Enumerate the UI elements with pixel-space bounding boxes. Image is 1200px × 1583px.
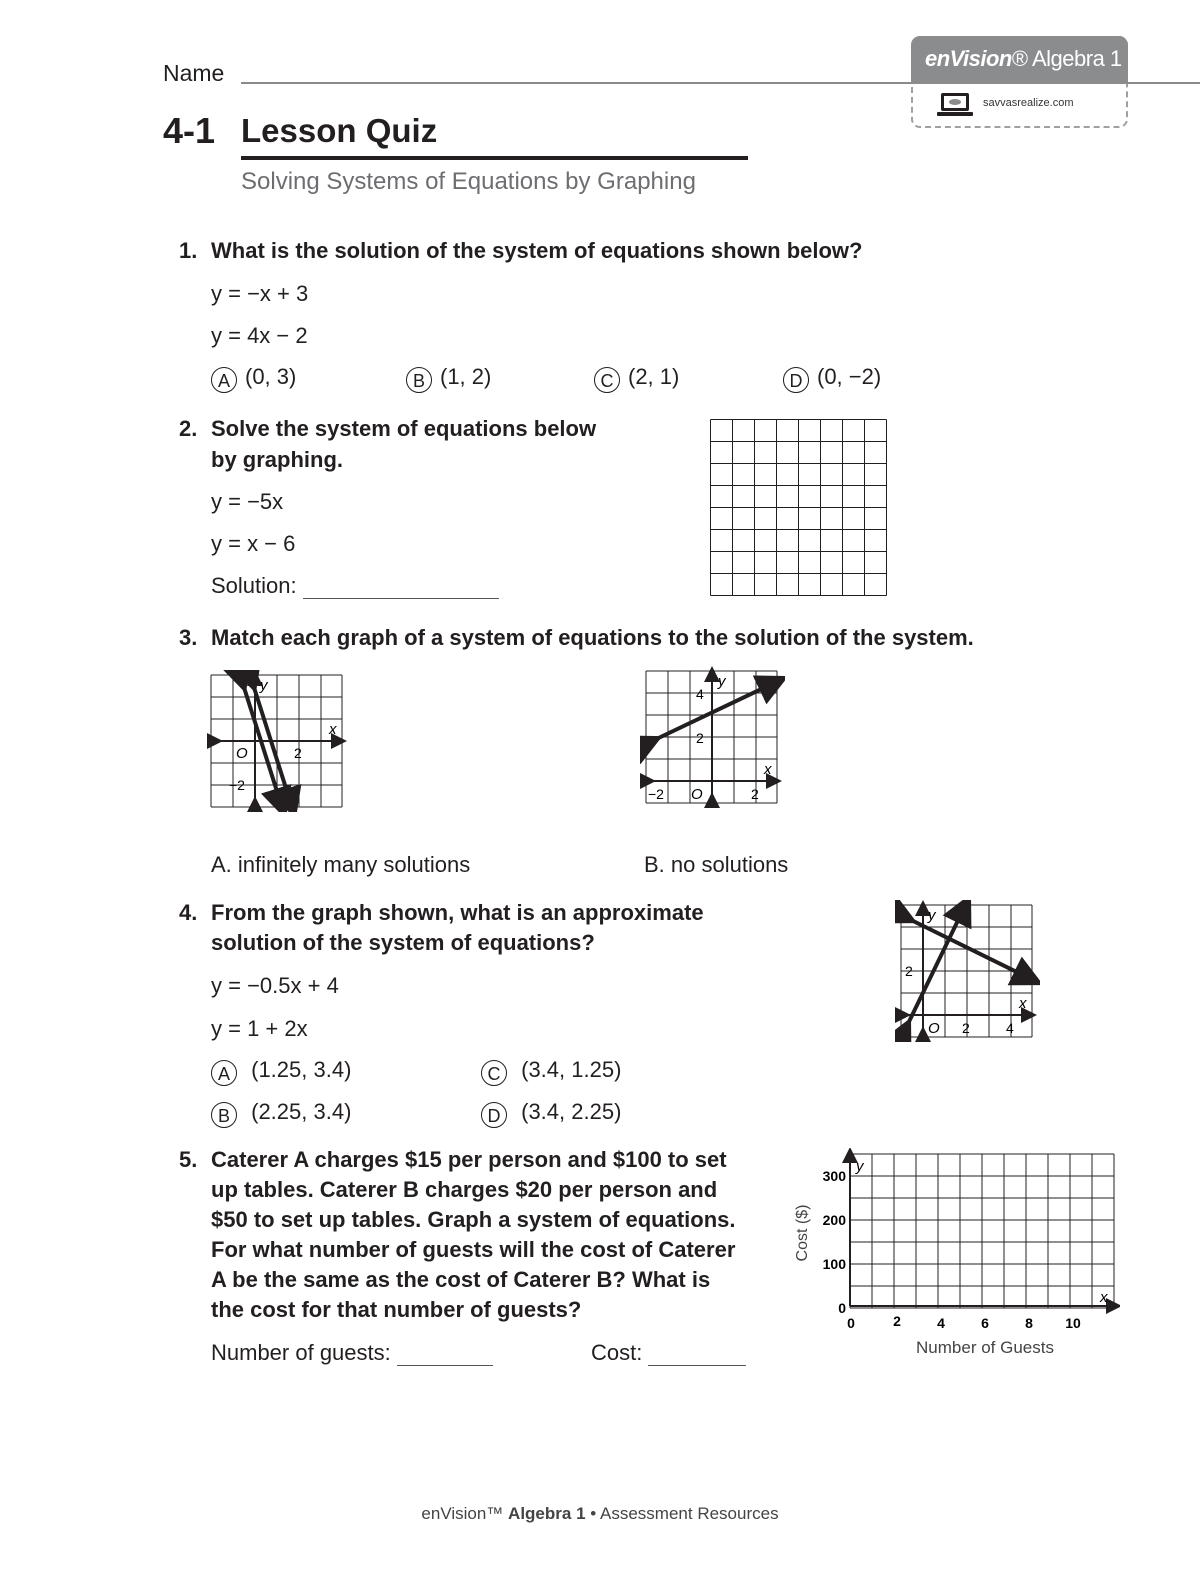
q3-number: 3. (179, 625, 198, 650)
q1-choice-d[interactable]: D (0, −2) (783, 364, 881, 393)
q3-g2-x-label: x (764, 761, 772, 778)
q2-text-line-2: by graphing. (211, 447, 343, 472)
q4-choice-d[interactable]: D (3.4, 2.25) (481, 1099, 621, 1128)
q2-equation-1: y = −5x (211, 489, 284, 514)
lesson-title: Lesson Quiz (241, 112, 438, 149)
brand-logo: enVision® Algebra 1 (911, 36, 1128, 84)
q5-graph[interactable] (790, 1148, 1120, 1363)
q5-y-tick-100: 100 (822, 1256, 846, 1272)
footer-product: Algebra 1 (508, 1504, 586, 1523)
footer (0, 1504, 1200, 1524)
q5-text-line-2: up tables. Caterer B charges $20 per person and (211, 1177, 718, 1202)
q3-g2-tick-x2: 2 (751, 786, 759, 802)
q5-number: 5. (179, 1147, 198, 1172)
q5-text-line-6: the cost for that number of guests? (211, 1297, 582, 1322)
q3-g2-y-label: y (718, 673, 726, 690)
q3-text: Match each graph of a system of equations to the solution of the system. (211, 625, 974, 650)
q4-g-origin: O (928, 1020, 940, 1037)
q5-guests: Number of guests: (211, 1340, 493, 1366)
q3-g1-tick-x: 2 (294, 745, 302, 761)
q5-y-tick-300: 300 (822, 1168, 846, 1184)
brand-prefix: enVision (925, 46, 1012, 71)
subtitle: Solving Systems of Equations by Graphing (241, 168, 696, 195)
q4-number: 4. (179, 900, 198, 925)
q3-g2-origin: O (691, 786, 703, 803)
q5-x-tick-2: 2 (893, 1313, 901, 1329)
q4-equation-2: y = 1 + 2x (211, 1016, 308, 1041)
q3-option-a[interactable]: A. infinitely many solutions (211, 852, 471, 877)
q5-grid-lines (850, 1154, 1114, 1308)
q4-choice-c[interactable]: C (3.4, 1.25) (481, 1057, 621, 1086)
q1-text: What is the solution of the system of equations shown below? (211, 238, 863, 263)
q5-x-tick-6: 6 (981, 1315, 989, 1331)
q5-x-tick-8: 8 (1025, 1315, 1033, 1331)
footer-bullet: • (590, 1504, 597, 1523)
title-rule (241, 156, 748, 160)
q5-y-tick-200: 200 (822, 1212, 846, 1228)
q2-number: 2. (179, 416, 198, 441)
q5-y-label: y (856, 1158, 864, 1175)
q4-g-y-label: y (928, 907, 936, 924)
laptop-icon (936, 92, 974, 118)
q2-text-line-1: Solve the system of equations below (211, 416, 597, 441)
q5-x-tick-10: 10 (1065, 1315, 1081, 1331)
website-text: savvasrealize.com (983, 97, 1074, 109)
q5-x-label: x (1100, 1289, 1108, 1306)
q4-text-line-2: solution of the system of equations? (211, 930, 595, 955)
q5-y-axis-title: Cost ($) (794, 1204, 811, 1262)
name-label: Name (163, 60, 225, 86)
q3-graph-2 (640, 666, 785, 808)
q3-g2-tick-y2: 2 (696, 730, 704, 746)
q4-g-tick-y2: 2 (905, 963, 913, 979)
q5-guests-blank[interactable] (397, 1343, 493, 1366)
q3-g1-tick-y: −2 (229, 777, 245, 793)
q1-equation-1: y = −x + 3 (211, 281, 309, 306)
q5-x-axis-title: Number of Guests (916, 1338, 1054, 1357)
q2-solution: Solution: (211, 573, 499, 599)
q1-equation-2: y = 4x − 2 (211, 323, 308, 348)
brand-suffix: Algebra 1 (1031, 46, 1122, 71)
q2-equation-2: y = x − 6 (211, 531, 296, 556)
q4-g-tick-x4: 4 (1006, 1020, 1014, 1036)
q5-cost: Cost: (591, 1340, 746, 1366)
q3-g1-origin: O (236, 745, 248, 762)
q2-solution-blank[interactable] (303, 576, 499, 599)
q5-cost-blank[interactable] (648, 1343, 746, 1366)
lesson-number: 4-1 (163, 110, 216, 151)
q1-number: 1. (179, 238, 198, 263)
q5-text-line-4: For what number of guests will the cost of Caterer (211, 1237, 736, 1262)
q3-g1-y-label: y (260, 677, 268, 694)
q1-choice-b[interactable]: B (1, 2) (406, 364, 491, 393)
q5-text-line-1: Caterer A charges $15 per person and $100 to set (211, 1147, 727, 1172)
q2-blank-grid[interactable] (710, 419, 888, 597)
q3-option-b[interactable]: B. no solutions (644, 852, 789, 877)
q4-choice-a[interactable]: A (1.25, 3.4) (211, 1057, 351, 1086)
q5-text-line-3: $50 to set up tables. Graph a system of equations. (211, 1207, 736, 1232)
footer-suffix: Assessment Resources (600, 1504, 779, 1523)
q3-g1-x-label: x (329, 721, 337, 738)
footer-brand: enVision™ (421, 1504, 504, 1523)
q4-g-x-label: x (1019, 995, 1027, 1012)
q4-choice-b[interactable]: B (2.25, 3.4) (211, 1099, 351, 1128)
q5-x-tick-0: 0 (847, 1315, 855, 1331)
q1-choice-a[interactable]: A (0, 3) (211, 364, 296, 393)
q4-equation-1: y = −0.5x + 4 (211, 973, 339, 998)
q5-text-line-5: A be the same as the cost of Caterer B? What is (211, 1267, 711, 1292)
q5-y-tick-0: 0 (838, 1300, 846, 1316)
q1-choice-c[interactable]: C (2, 1) (594, 364, 679, 393)
q4-text-line-1: From the graph shown, what is an approximate (211, 900, 704, 925)
q4-graph (895, 900, 1040, 1042)
q3-g2-tick-y4: 4 (696, 686, 704, 702)
q4-g-tick-x2: 2 (962, 1020, 970, 1036)
q5-x-tick-4: 4 (937, 1315, 945, 1331)
q3-graph-1 (205, 670, 350, 812)
q3-g2-tick-xneg: −2 (648, 786, 664, 802)
